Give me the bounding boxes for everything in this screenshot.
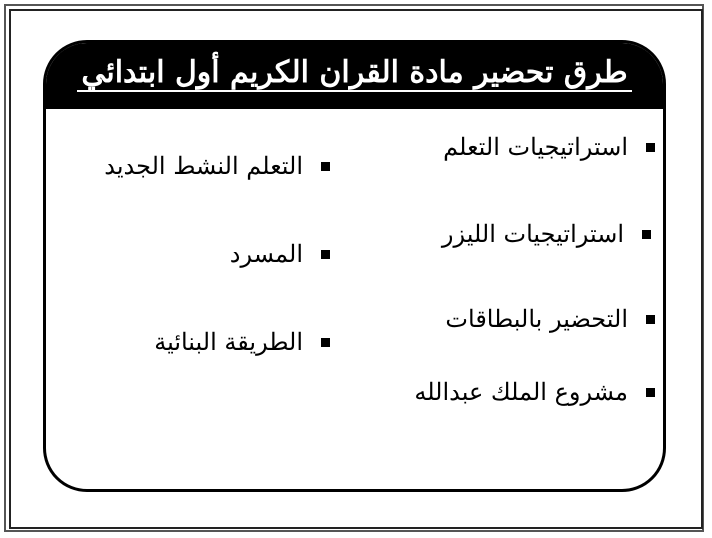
list-item-label: الطريقة البنائية [154,328,303,356]
list-item-right-2 [442,220,651,248]
bullet-square-icon [642,230,651,239]
slide-title-text: طرق تحضير مادة القران الكريم أول ابتدائي [77,55,631,92]
bullet-square-icon [646,143,655,152]
slide-title [46,51,663,95]
list-item-label: استراتيجيات الليزر [441,220,624,248]
title-bar [46,43,663,109]
list-item-label: المسرد [229,240,303,268]
bullet-square-icon [646,388,655,397]
bullet-square-icon [321,338,330,347]
list-item-left-2 [230,240,330,268]
list-item-label: التحضير بالبطاقات [445,305,628,333]
list-item-right-4 [414,378,655,406]
list-item-label: مشروع الملك عبدالله [414,378,628,406]
list-item-label: التعلم النشط الجديد [104,152,303,180]
bullet-square-icon [321,162,330,171]
list-item-left-1 [104,152,330,180]
content-card [43,40,666,492]
bullet-square-icon [321,250,330,259]
list-item-label: استراتيجيات التعلم [443,133,628,161]
list-item-right-1 [443,133,655,161]
list-item-left-3 [154,328,330,356]
bullet-square-icon [646,315,655,324]
list-item-right-3 [445,305,655,333]
